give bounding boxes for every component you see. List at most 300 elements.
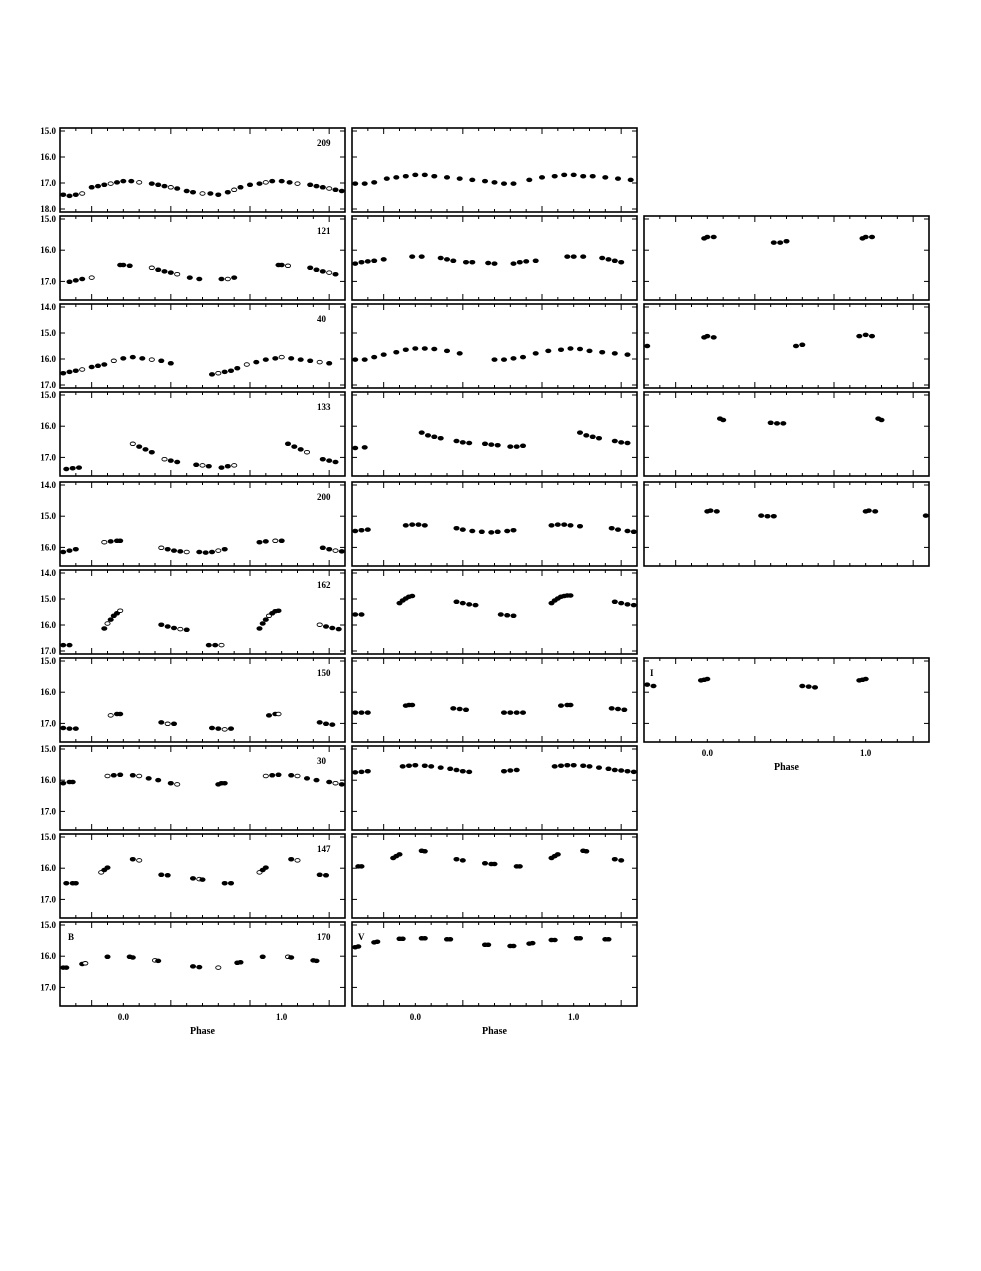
data-point xyxy=(165,722,170,726)
data-point xyxy=(422,347,427,351)
data-point xyxy=(162,457,167,461)
x-tick-label: 1.0 xyxy=(568,1012,580,1022)
data-point xyxy=(721,418,726,422)
data-point xyxy=(118,712,123,716)
data-point xyxy=(175,783,180,787)
data-point xyxy=(498,613,503,617)
data-point xyxy=(365,260,370,264)
data-point xyxy=(222,781,227,785)
panel-frame xyxy=(644,392,929,476)
data-point xyxy=(863,333,868,337)
data-point xyxy=(308,359,313,363)
data-point xyxy=(489,443,494,447)
data-point xyxy=(511,614,516,618)
data-point xyxy=(73,881,78,885)
data-point xyxy=(410,703,415,707)
data-point xyxy=(438,256,443,260)
data-point xyxy=(260,622,265,626)
data-point xyxy=(130,956,135,960)
data-point xyxy=(209,550,214,554)
data-point xyxy=(61,643,66,647)
data-point xyxy=(520,444,525,448)
panel-v-162 xyxy=(352,570,637,654)
data-point xyxy=(460,769,465,773)
data-point xyxy=(130,857,135,861)
data-point xyxy=(121,357,126,361)
data-point xyxy=(64,467,69,471)
data-point xyxy=(314,778,319,782)
data-point xyxy=(200,878,205,882)
data-point xyxy=(651,684,656,688)
data-point xyxy=(333,781,338,785)
data-point xyxy=(200,192,205,196)
data-point xyxy=(67,370,72,374)
data-point xyxy=(356,945,361,949)
panel-v-170 xyxy=(352,922,637,1006)
data-point xyxy=(609,707,614,711)
data-point xyxy=(279,263,284,267)
data-point xyxy=(410,523,415,527)
data-point xyxy=(80,192,85,196)
panel-b-147 xyxy=(40,832,345,918)
data-point xyxy=(615,707,620,711)
y-tick-label: 16.0 xyxy=(40,863,56,874)
data-point xyxy=(184,628,189,632)
y-tick-label: 16.0 xyxy=(40,421,56,432)
data-point xyxy=(482,442,487,446)
data-point xyxy=(448,767,453,771)
data-point xyxy=(156,183,161,187)
data-point xyxy=(460,441,465,445)
data-point xyxy=(327,459,332,463)
y-tick-label: 17.0 xyxy=(40,452,56,463)
data-point xyxy=(61,371,66,375)
data-point xyxy=(429,765,434,769)
data-point xyxy=(175,460,180,464)
data-point xyxy=(333,188,338,192)
data-point xyxy=(353,771,358,775)
data-point xyxy=(539,176,544,180)
data-point xyxy=(67,549,72,553)
y-tick-label: 16.0 xyxy=(40,620,56,630)
data-point xyxy=(317,623,322,627)
data-point xyxy=(105,866,110,870)
data-point xyxy=(568,703,573,707)
data-point xyxy=(596,766,601,770)
band-label: B xyxy=(68,932,75,942)
data-point xyxy=(492,262,497,266)
data-point xyxy=(353,613,358,617)
data-point xyxy=(457,177,462,181)
data-point xyxy=(289,956,294,960)
data-point xyxy=(530,941,535,945)
data-point xyxy=(127,264,132,268)
data-point xyxy=(327,271,332,275)
data-point xyxy=(577,347,582,351)
data-point xyxy=(359,770,364,774)
x-axis-label: Phase xyxy=(482,1026,507,1037)
band-label: I xyxy=(650,668,654,678)
data-point xyxy=(333,549,338,553)
data-point xyxy=(600,256,605,260)
data-point xyxy=(320,457,325,461)
data-point xyxy=(263,774,268,778)
data-point xyxy=(571,173,576,177)
data-point xyxy=(587,349,592,353)
x-axis-label: Phase xyxy=(190,1026,215,1037)
data-point xyxy=(473,603,478,607)
data-point xyxy=(394,176,399,180)
data-point xyxy=(505,529,510,533)
data-point xyxy=(61,193,66,197)
data-point xyxy=(454,600,459,604)
data-point xyxy=(353,262,358,266)
data-point xyxy=(289,857,294,861)
data-point xyxy=(209,726,214,730)
data-point xyxy=(508,445,513,449)
x-tick-label: 0.0 xyxy=(117,1012,129,1022)
data-point xyxy=(375,940,380,944)
y-tick-label: 15.0 xyxy=(40,328,56,338)
data-point xyxy=(460,601,465,605)
data-point xyxy=(102,627,107,631)
data-point xyxy=(568,524,573,528)
data-point xyxy=(159,721,164,725)
star-id-label: 40 xyxy=(317,314,326,324)
data-point xyxy=(705,677,710,681)
data-point xyxy=(866,509,871,513)
panel-v-133 xyxy=(352,392,637,476)
data-point xyxy=(923,514,928,518)
data-point xyxy=(295,182,300,186)
data-point xyxy=(619,859,624,863)
y-tick-label: 16.0 xyxy=(40,152,56,162)
star-id-label: 170 xyxy=(317,932,331,942)
data-point xyxy=(73,369,78,373)
data-point xyxy=(333,272,338,276)
data-point xyxy=(600,350,605,354)
data-point xyxy=(317,873,322,877)
data-point xyxy=(612,439,617,443)
data-point xyxy=(410,594,415,598)
data-point xyxy=(203,551,208,555)
data-point xyxy=(333,460,338,464)
y-tick-label: 17.0 xyxy=(40,276,56,287)
data-point xyxy=(520,355,525,359)
data-point xyxy=(549,524,554,528)
data-point xyxy=(140,357,145,361)
data-point xyxy=(263,358,268,362)
data-point xyxy=(67,194,72,198)
y-tick-label: 15.0 xyxy=(40,594,56,604)
data-point xyxy=(289,357,294,361)
data-point xyxy=(137,445,142,449)
y-tick-label: 17.0 xyxy=(40,982,56,993)
panel-i-150 xyxy=(644,658,929,742)
panel-b-40 xyxy=(40,302,345,390)
data-point xyxy=(511,944,516,948)
data-point xyxy=(257,182,262,186)
data-point xyxy=(482,179,487,183)
panel-frame xyxy=(60,482,345,566)
data-point xyxy=(149,358,154,362)
data-point xyxy=(413,173,418,177)
data-point xyxy=(590,435,595,439)
data-point xyxy=(463,708,468,712)
data-point xyxy=(208,192,213,196)
data-point xyxy=(511,262,516,266)
data-point xyxy=(289,774,294,778)
data-point xyxy=(76,466,81,470)
data-point xyxy=(353,182,358,186)
data-point xyxy=(108,540,113,544)
data-point xyxy=(359,260,364,264)
data-point xyxy=(508,769,513,773)
data-point xyxy=(70,780,75,784)
data-point xyxy=(768,421,773,425)
data-point xyxy=(517,865,522,869)
panel-frame xyxy=(60,834,345,918)
data-point xyxy=(298,358,303,362)
data-point xyxy=(216,371,221,375)
data-point xyxy=(168,362,173,366)
panel-frame xyxy=(60,216,345,300)
star-id-label: 147 xyxy=(317,844,331,854)
data-point xyxy=(448,938,453,942)
data-point xyxy=(577,937,582,941)
data-point xyxy=(625,603,630,607)
panel-v-30 xyxy=(352,746,637,830)
data-point xyxy=(365,769,370,773)
data-point xyxy=(486,943,491,947)
data-point xyxy=(168,271,173,275)
data-point xyxy=(184,189,189,193)
data-point xyxy=(362,182,367,186)
data-point xyxy=(149,266,154,270)
data-point xyxy=(359,528,364,532)
data-point xyxy=(292,445,297,449)
data-point xyxy=(492,181,497,185)
y-tick-label: 15.0 xyxy=(40,214,56,224)
data-point xyxy=(524,260,529,264)
data-point xyxy=(159,359,164,363)
panel-frame xyxy=(352,216,637,300)
data-point xyxy=(622,708,627,712)
x-tick-label: 1.0 xyxy=(276,1012,288,1022)
data-point xyxy=(454,857,459,861)
data-point xyxy=(235,366,240,370)
data-point xyxy=(771,241,776,245)
data-point xyxy=(228,881,233,885)
panel-v-200 xyxy=(352,482,637,566)
data-point xyxy=(130,774,135,778)
data-point xyxy=(793,344,798,348)
data-point xyxy=(552,765,557,769)
data-point xyxy=(612,259,617,263)
data-point xyxy=(514,445,519,449)
data-point xyxy=(533,259,538,263)
panel-frame xyxy=(352,392,637,476)
data-point xyxy=(73,727,78,731)
data-point xyxy=(533,352,538,356)
y-tick-label: 15.0 xyxy=(40,126,56,136)
x-axis-label: Phase xyxy=(774,762,799,773)
data-point xyxy=(197,965,202,969)
data-point xyxy=(266,714,271,718)
data-point xyxy=(327,780,332,784)
data-point xyxy=(327,547,332,551)
data-point xyxy=(105,622,110,626)
data-point xyxy=(137,181,142,185)
data-point xyxy=(705,334,710,338)
data-point xyxy=(596,436,601,440)
star-id-label: 162 xyxy=(317,580,331,590)
panel-v-150 xyxy=(352,658,637,742)
data-point xyxy=(225,277,230,281)
data-point xyxy=(61,726,66,730)
data-point xyxy=(276,773,281,777)
data-point xyxy=(619,441,624,445)
data-point xyxy=(511,528,516,532)
data-point xyxy=(546,349,551,353)
y-tick-label: 16.0 xyxy=(40,354,56,364)
data-point xyxy=(432,174,437,178)
data-point xyxy=(879,418,884,422)
data-point xyxy=(137,859,142,863)
data-point xyxy=(372,259,377,263)
data-point xyxy=(645,344,650,348)
data-point xyxy=(308,266,313,270)
data-point xyxy=(143,448,148,452)
data-point xyxy=(800,343,805,347)
panel-v-209 xyxy=(352,128,637,212)
data-point xyxy=(111,359,116,363)
data-point xyxy=(129,179,134,183)
data-point xyxy=(263,540,268,544)
data-point xyxy=(359,613,364,617)
data-point xyxy=(263,181,268,185)
data-point xyxy=(244,363,249,367)
data-point xyxy=(400,765,405,769)
data-point xyxy=(394,350,399,354)
data-point xyxy=(565,763,570,767)
data-point xyxy=(216,966,221,970)
data-point xyxy=(406,764,411,768)
data-point xyxy=(168,186,173,190)
data-point xyxy=(80,368,85,372)
data-point xyxy=(628,178,633,182)
data-point xyxy=(615,528,620,532)
data-point xyxy=(108,618,113,622)
data-point xyxy=(353,358,358,362)
data-point xyxy=(118,773,123,777)
data-point xyxy=(467,603,472,607)
panel-frame xyxy=(60,658,345,742)
data-point xyxy=(339,783,344,787)
y-tick-label: 15.0 xyxy=(40,744,56,754)
data-point xyxy=(631,770,636,774)
panel-b-133 xyxy=(40,390,345,476)
panel-frame xyxy=(60,746,345,830)
panel-v-147 xyxy=(352,834,637,918)
panel-frame xyxy=(352,658,637,742)
y-tick-label: 17.0 xyxy=(40,718,56,729)
data-point xyxy=(467,770,472,774)
data-point xyxy=(270,179,275,183)
panel-frame xyxy=(352,570,637,654)
data-point xyxy=(314,184,319,188)
data-point xyxy=(397,853,402,857)
y-tick-label: 18.0 xyxy=(40,204,56,214)
data-point xyxy=(314,959,319,963)
data-point xyxy=(422,850,427,854)
data-point xyxy=(162,270,167,274)
data-point xyxy=(501,711,506,715)
data-point xyxy=(562,523,567,527)
data-point xyxy=(568,347,573,351)
data-point xyxy=(552,174,557,178)
y-tick-label: 14.0 xyxy=(40,568,56,578)
data-point xyxy=(279,355,284,359)
data-point xyxy=(67,280,72,284)
data-point xyxy=(581,255,586,259)
data-point xyxy=(781,422,786,426)
data-point xyxy=(159,546,164,550)
data-point xyxy=(562,173,567,177)
data-point xyxy=(159,623,164,627)
y-tick-label: 17.0 xyxy=(40,806,56,817)
data-point xyxy=(238,961,243,965)
data-point xyxy=(308,183,313,187)
data-point xyxy=(419,431,424,435)
data-point xyxy=(314,268,319,272)
panel-b-121 xyxy=(40,214,345,300)
data-point xyxy=(89,365,94,369)
data-point xyxy=(225,464,230,468)
data-point xyxy=(178,550,183,554)
data-point xyxy=(863,677,868,681)
data-point xyxy=(257,627,262,631)
data-point xyxy=(778,241,783,245)
data-point xyxy=(372,355,377,359)
data-point xyxy=(197,277,202,281)
data-point xyxy=(470,260,475,264)
data-point xyxy=(156,959,161,963)
data-point xyxy=(118,609,123,613)
data-point xyxy=(501,769,506,773)
data-point xyxy=(156,778,161,782)
data-point xyxy=(774,422,779,426)
data-point xyxy=(73,547,78,551)
y-tick-label: 17.0 xyxy=(40,646,56,656)
data-point xyxy=(714,510,719,514)
data-point xyxy=(273,357,278,361)
data-point xyxy=(323,722,328,726)
panel-grid xyxy=(40,126,929,1037)
data-point xyxy=(61,781,66,785)
data-point xyxy=(581,764,586,768)
panel-frame xyxy=(644,658,929,742)
data-point xyxy=(514,711,519,715)
data-point xyxy=(146,777,151,781)
data-point xyxy=(171,549,176,553)
data-point xyxy=(505,614,510,618)
data-point xyxy=(631,530,636,534)
data-point xyxy=(381,258,386,262)
data-point xyxy=(330,723,335,727)
data-point xyxy=(403,524,408,528)
data-point xyxy=(571,255,576,259)
